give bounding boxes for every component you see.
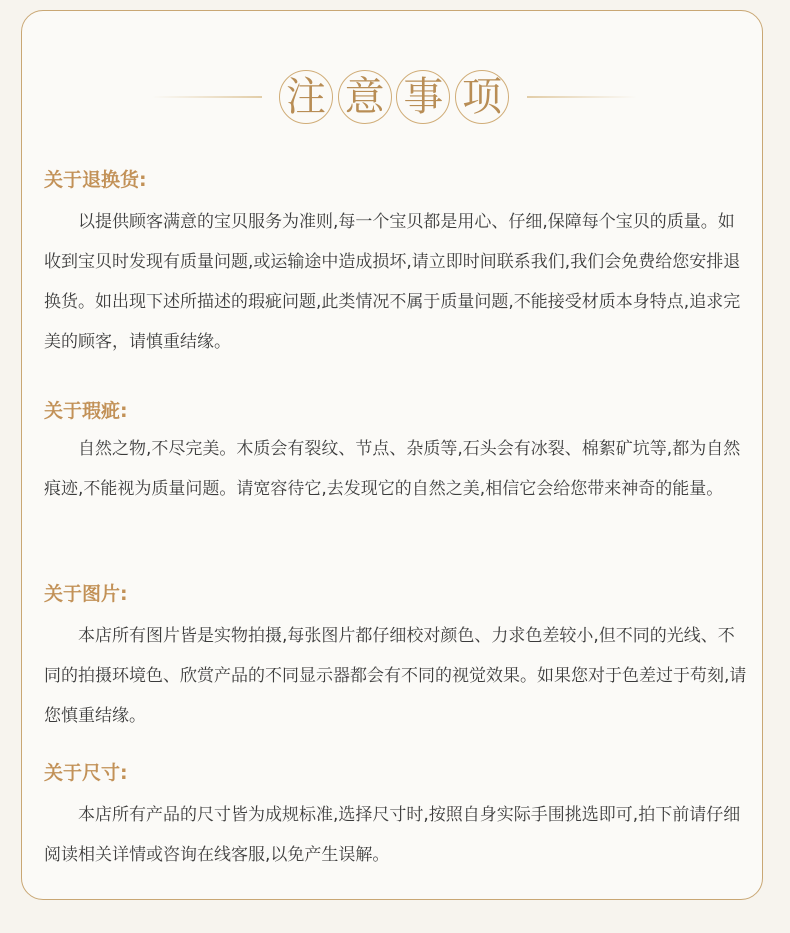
title-banner <box>22 65 764 129</box>
title-char-3: 事 <box>396 70 450 124</box>
page-title <box>279 65 509 129</box>
title-char-4: 项 <box>455 70 509 124</box>
title-divider-left <box>152 96 262 98</box>
section-heading: 关于退换货: <box>44 169 147 191</box>
notice-card <box>21 10 763 900</box>
section-body: 以提供顾客满意的宝贝服务为准则,每一个宝贝都是用心、仔细,保障每个宝贝的质量。如收到宝贝时发现有质量问题,或运输途中造成损坏,请立即时间联系我们,我们会免费给您安排退换货。如出现下述所描述的瑕疵问题,此类情况不属于质量问题,不能接受材质本身特点,追求完美的顾客，请慎重结缘。 <box>44 212 741 352</box>
section-size <box>44 759 750 875</box>
section-flaws <box>44 397 750 509</box>
title-divider-right <box>527 96 637 98</box>
title-char-2: 意 <box>338 70 392 124</box>
section-body: 本店所有产品的尺寸皆为成规标准,选择尺寸时,按照自身实际手围挑选即可,拍下前请仔细阅读相关详情或咨询在线客服,以免产生误解。 <box>44 805 741 865</box>
section-photos <box>44 580 750 736</box>
title-char-1: 注 <box>279 70 333 124</box>
section-body: 本店所有图片皆是实物拍摄,每张图片都仔细校对颜色、力求色差较小,但不同的光线、不同的拍摄环境色、欣赏产品的不同显示器都会有不同的视觉效果。如果您对于色差过于苟刻,请您慎重结缘。 <box>44 626 747 726</box>
section-returns <box>44 166 750 362</box>
section-body: 自然之物,不尽完美。木质会有裂纹、节点、杂质等,石头会有冰裂、棉絮矿坑等,都为自然痕迹,不能视为质量问题。请宽容待它,去发现它的自然之美,相信它会给您带来神奇的能量。 <box>44 439 741 499</box>
section-heading: 关于图片: <box>44 583 128 605</box>
section-heading: 关于尺寸: <box>44 762 128 784</box>
section-heading: 关于瑕疵: <box>44 400 128 422</box>
